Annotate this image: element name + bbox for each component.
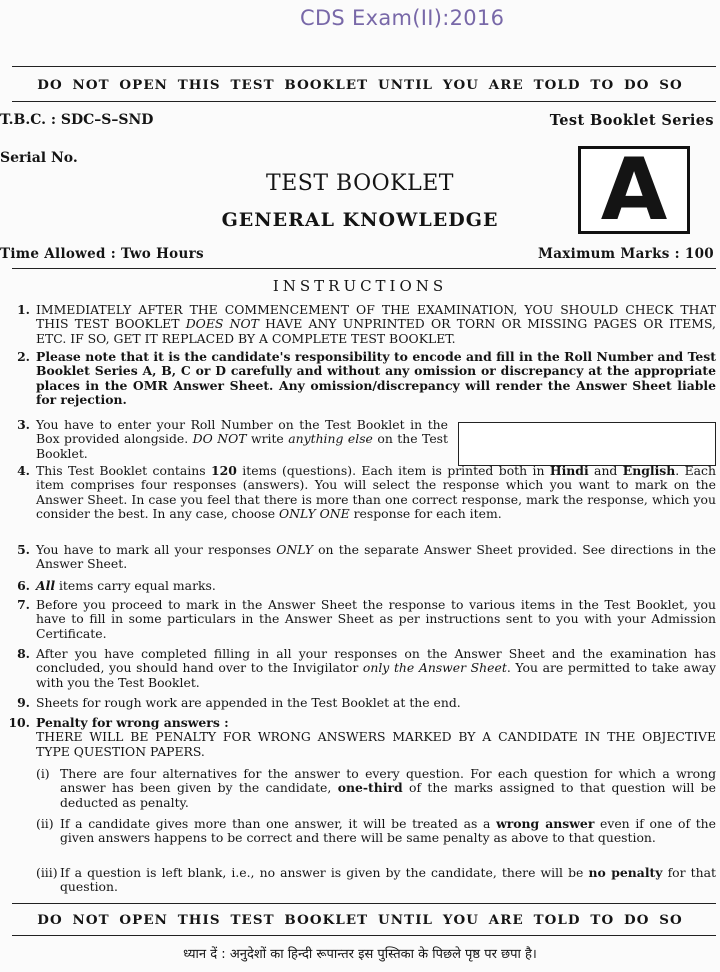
subject-title: GENERAL KNOWLEDGE [221, 209, 499, 231]
penalty-title: Penalty for wrong answers : [36, 715, 229, 730]
penalty-text: If a candidate gives more than one answer, it will be treated as a wrong answer even if one of the given answers happens to be correct and there will be same penalty as above to that question. [60, 816, 716, 846]
instruction-item: 5. You have to mark all your responses ONLY on the separate Answer Sheet provided. See directions in the Answer Sheet. [17, 542, 716, 572]
section-rule [12, 268, 716, 269]
exam-stamp: CDS Exam(II):2016 [300, 6, 505, 30]
footer-rule [12, 903, 716, 904]
warning-header: DO NOT OPEN THIS TEST BOOKLET UNTIL YOU ARE TOLD TO DO SO [37, 77, 683, 93]
instruction-item: 1. IMMEDIATELY AFTER THE COMMENCEMENT OF THE EXAMINATION, YOU SHOULD CHECK THAT THIS TEST BOOKLET DOES NOT HAVE ANY UNPRINTED OR TORN OR MISSING PAGES OR ITEMS, ETC. IF SO, GET IT REPLACED BY A COMPLETE TEST BOOKLET. [17, 302, 716, 346]
penalty-text: There are four alternatives for the answer to every question. For each question for which a wrong answer has been given by the candidate, one-third of the marks assigned to that question will be deducted as penalty. [60, 766, 716, 810]
series-letter: A [578, 146, 690, 234]
instruction-item: 9. Sheets for rough work are appended in the Test Booklet at the end. [8, 696, 716, 710]
instruction-text: You have to mark all your responses ONLY on the separate Answer Sheet provided. See directions in the Answer Sheet. [36, 542, 716, 572]
penalty-point: (iii) If a question is left blank, i.e., no answer is given by the candidate, there will be no penalty for that question. [36, 865, 716, 895]
max-marks: Maximum Marks : 100 [538, 246, 714, 262]
instruction-item: 6. All items carry equal marks. [8, 579, 716, 593]
instruction-item: 2. Please note that it is the candidate's responsibility to encode and fill in the Roll Number and Test Booklet Series A, B, C or D carefully and without any omission or discrepancy at the appropriate places in the OMR Answer Sheet. Any omission/discrepancy will render the Answer Sheet liable for rejection. [17, 349, 716, 407]
penalty-point: (ii) If a candidate gives more than one answer, it will be treated as a wrong answer even if one of the given answers happens to be correct and there will be same penalty as above to that question. [36, 816, 716, 846]
instruction-item: 4. This Test Booklet contains 120 items (questions). Each item is printed both in Hindi and English. Each item comprises four responses (answers). You will select the response which you want to mark on the Answer Sheet. In case you feel that there is more than one correct response, mark the response, which you consider the best. In any case, choose ONLY ONE response for each item. [17, 463, 716, 521]
instruction-text: After you have completed filling in all your responses on the Answer Sheet and the examination has concluded, you should hand over to the Invigilator only the Answer Sheet. You are permitted to take away with you the Test Booklet. [36, 646, 716, 690]
instruction-text: Please note that it is the candidate's responsibility to encode and fill in the Roll Number and Test Booklet Series A, B, C or D carefully and without any omission or discrepancy at the appropriate places in the OMR Answer Sheet. Any omission/discrepancy will render the Answer Sheet liable for rejection. [36, 349, 716, 407]
instruction-text: All items carry equal marks. [36, 578, 216, 593]
instruction-text: Before you proceed to mark in the Answer Sheet the response to various items in the Test Booklet, you have to fill in some particulars in the Answer Sheet as per instructions sent to you with your Admission Certificate. [36, 597, 716, 641]
instruction-text: You have to enter your Roll Number on the Test Booklet in the Box provided alongside. DO NOT write anything else on the Test Booklet. [36, 417, 448, 461]
instruction-item: 10. Penalty for wrong answers : THERE WILL BE PENALTY FOR WRONG ANSWERS MARKED BY A CANDIDATE IN THE OBJECTIVE TYPE QUESTION PAPERS. [8, 715, 716, 759]
roll-number-box[interactable] [458, 422, 716, 466]
footer-rule-bottom [12, 935, 716, 936]
booklet-title: TEST BOOKLET [266, 171, 454, 196]
instruction-text: IMMEDIATELY AFTER THE COMMENCEMENT OF THE EXAMINATION, YOU SHOULD CHECK THAT THIS TEST BOOKLET DOES NOT HAVE ANY UNPRINTED OR TORN OR MISSING PAGES OR ITEMS, ETC. IF SO, GET IT REPLACED BY A COMPLETE TEST BOOKLET. [36, 302, 716, 346]
instruction-text: This Test Booklet contains 120 items (questions). Each item is printed both in Hindi and English. Each item comprises four responses (answers). You will select the response which you want to mark on the Answer Sheet. In case you feel that there is more than one correct response, mark the response, which you consider the best. In any case, choose ONLY ONE response for each item. [36, 463, 716, 521]
instruction-item: 8. After you have completed filling in all your responses on the Answer Sheet and the examination has concluded, you should hand over to the Invigilator only the Answer Sheet. You are permitted to take away with you the Test Booklet. [17, 646, 716, 690]
instruction-item: 3. You have to enter your Roll Number on the Test Booklet in the Box provided alongside. DO NOT write anything else on the Test Booklet. [17, 417, 448, 461]
penalty-point: (i) There are four alternatives for the answer to every question. For each question for which a wrong answer has been given by the candidate, one-third of the marks assigned to that question will be deducted as penalty. [36, 766, 716, 810]
instructions-heading: INSTRUCTIONS [272, 277, 448, 295]
hindi-note: ध्यान दें : अनुदेशों का हिन्दी रूपान्तर इस पुस्तिका के पिछले पृष्ठ पर छपा है। [183, 947, 537, 962]
instruction-item: 7. Before you proceed to mark in the Answer Sheet the response to various items in the Test Booklet, you have to fill in some particulars in the Answer Sheet as per instructions sent to you with your Admission Certificate. [17, 597, 716, 641]
instruction-text: THERE WILL BE PENALTY FOR WRONG ANSWERS MARKED BY A CANDIDATE IN THE OBJECTIVE TYPE QUESTION PAPERS. [36, 729, 716, 759]
booklet-series-label: Test Booklet Series [549, 112, 714, 129]
tbc-code: T.B.C. : SDC–S–SND [0, 112, 154, 128]
serial-label: Serial No. [0, 150, 78, 166]
top-rule [12, 66, 716, 67]
instruction-text: Sheets for rough work are appended in the Test Booklet at the end. [36, 695, 461, 710]
warning-footer: DO NOT OPEN THIS TEST BOOKLET UNTIL YOU ARE TOLD TO DO SO [37, 912, 683, 928]
header-rule [12, 101, 716, 102]
penalty-text: If a question is left blank, i.e., no answer is given by the candidate, there will be no penalty for that question. [60, 865, 716, 895]
time-allowed: Time Allowed : Two Hours [0, 246, 204, 262]
